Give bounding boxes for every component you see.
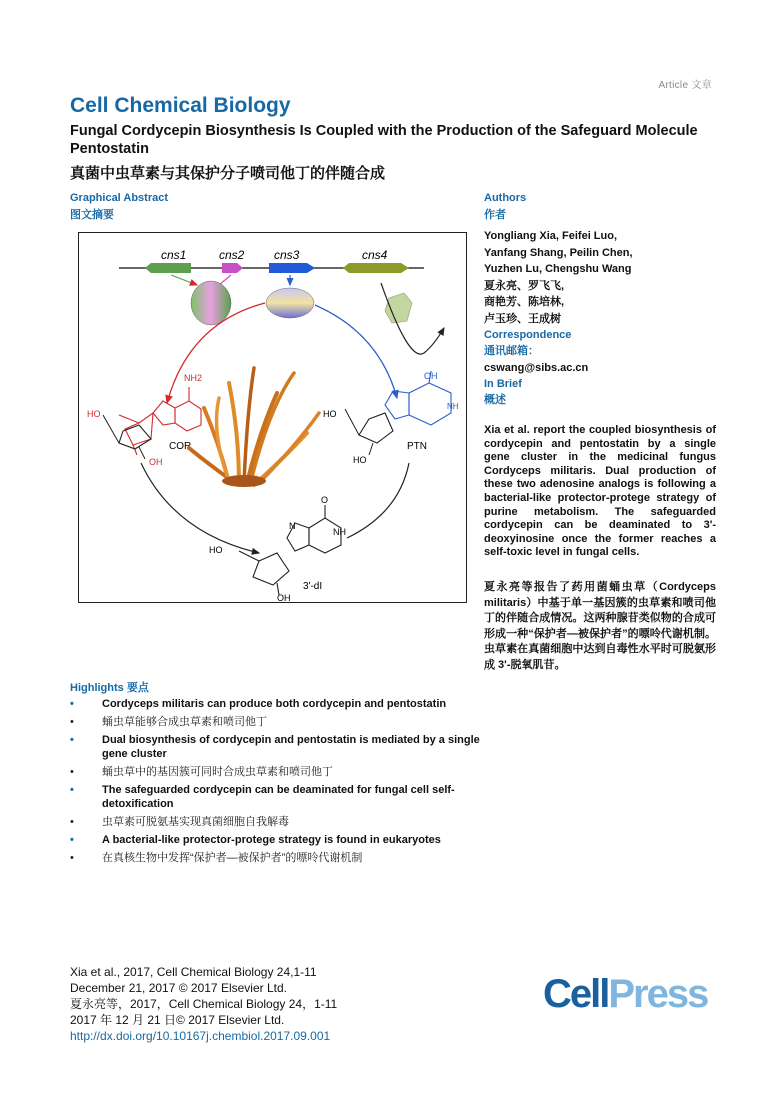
gene-label-cns1: cns1 — [161, 248, 187, 262]
graphical-abstract-label-cn: 图文摘要 — [70, 209, 114, 221]
bullet-icon: • — [70, 734, 74, 746]
graphical-abstract-figure — [78, 232, 467, 603]
author-list — [484, 228, 716, 409]
correspondence-email[interactable]: cswang@sibs.ac.cn — [484, 361, 589, 374]
author-line: 夏永亮、罗飞飞, — [484, 279, 565, 292]
article-title-cn: 真菌中虫草素与其保护分子喷司他丁的伴随合成 — [70, 165, 386, 182]
di-nh-label: NH — [333, 527, 346, 537]
compound-label-3di: 3'-dI — [303, 581, 323, 592]
bullet-icon: • — [70, 852, 74, 864]
doi-link[interactable]: http://dx.doi.org/10.10167j.chembiol.2017.09.001 — [70, 1029, 331, 1043]
citation-footer — [70, 964, 337, 1044]
authors-heading — [484, 190, 526, 222]
author-line: Yanfang Shang, Peilin Chen, — [484, 246, 633, 259]
article-title: Fungal Cordycepin Biosynthesis Is Coupled with the Production of the Safeguard Molecule Pentostatin — [70, 123, 698, 157]
di-ho-label: HO — [209, 545, 223, 555]
in-brief-text: Xia et al. report the coupled biosynthesis of cordycepin and pentostatin by a single gene cluster in the medicinal fungus Cordyceps militaris. Dual production of these two adenosine analogs is following a bacterial-like protector-protege strategy of purine metabolism. The safeguarded cordycepin can be deaminated to 3'-deoxyinosine once the former reaches a self-toxic level in fungal cells. — [484, 424, 716, 559]
compound-label-cor: COR — [169, 441, 192, 452]
correspondence-label: Correspondence — [484, 329, 572, 341]
bullet-icon: • — [70, 834, 74, 846]
citation-line: December 21, 2017 © 2017 Elsevier Ltd. — [70, 981, 287, 995]
ptn-ho-label: HO — [323, 409, 337, 419]
cor-oh-label: OH — [149, 457, 163, 467]
author-line: 商艳芳、陈培林, — [484, 296, 565, 308]
highlight-item: • The safeguarded cordycepin can be deaminated for fungal cell self-detoxification — [70, 784, 455, 810]
in-brief-text-cn: 夏永亮等报告了药用菌蛹虫草（Cordyceps militaris）中基于单一基因簇的虫草素和喷司他丁的伴随合成情况。这两种腺苷类似物的合成可形成一种“保护者—被保护者”的嘌呤代谢机制。虫草素在真菌细胞中达到自毒性水平时可脱氨形成 3'-脱氧肌苷。 — [484, 581, 716, 671]
graphical-abstract-heading — [70, 190, 168, 222]
compound-label-ptn: PTN — [407, 441, 427, 452]
highlight-item: • Cordyceps militaris can produce both cordycepin and pentostatin — [70, 698, 447, 710]
graphical-abstract-diagram — [79, 233, 466, 602]
di-oh-label: OH — [277, 593, 291, 602]
cns2-gene — [222, 263, 243, 273]
in-brief-label: In Brief — [484, 378, 522, 390]
cns1-gene — [145, 263, 191, 273]
highlight-item: • 蛹虫草能够合成虫草素和喷司他丁 — [70, 716, 267, 728]
di-n-label: N — [289, 521, 296, 531]
bullet-icon: • — [70, 698, 74, 710]
cordyceps-fungus-image — [189, 368, 319, 487]
in-brief-label-cn: 概述 — [484, 394, 506, 406]
citation-line: 夏永亮等，2017，Cell Chemical Biology 24，1-11 — [70, 997, 338, 1011]
cns4-transporter — [385, 293, 412, 323]
correspondence-label-cn: 通讯邮箱： — [484, 345, 539, 357]
highlights-list — [70, 697, 482, 869]
highlight-item: • 蛹虫草中的基因簇可同时合成虫草素和喷司他丁 — [70, 766, 333, 778]
cns3-gene — [269, 263, 315, 273]
highlight-item: • A bacterial-like protector-protege strategy is found in eukaryotes — [70, 834, 441, 846]
highlight-item: • 在真核生物中发挥“保护者—被保护者”的嘌呤代谢机制 — [70, 852, 363, 864]
highlight-item: • Dual biosynthesis of cordycepin and pentostatin is mediated by a single gene cluster — [70, 734, 480, 760]
gene-label-cns3: cns3 — [274, 248, 300, 262]
gene-label-cns4: cns4 — [362, 248, 388, 262]
bullet-icon: • — [70, 816, 74, 828]
ptn-nh-label: NH — [447, 402, 459, 411]
bullet-icon: • — [70, 766, 74, 778]
highlight-item: • 虫草素可脱氨基实现真菌细胞自我解毒 — [70, 816, 289, 828]
graphical-abstract-label: Graphical Abstract — [70, 192, 169, 204]
author-line: 卢玉珍、王成树 — [484, 312, 561, 325]
cellpress-logo[interactable]: CellPress — [543, 972, 708, 1016]
pentostatin-structure — [385, 371, 451, 425]
bullet-icon: • — [70, 784, 74, 796]
author-line: Yuzhen Lu, Chengshu Wang — [484, 263, 632, 275]
author-line: Yongliang Xia, Feifei Luo, — [484, 230, 618, 242]
cns3-enzyme — [266, 288, 314, 318]
citation-line: 2017 年 12 月 21 日© 2017 Elsevier Ltd. — [70, 1013, 285, 1027]
highlights-heading: Highlights 要点 — [70, 682, 149, 694]
bullet-icon: • — [70, 716, 74, 728]
authors-label-cn: 作者 — [484, 209, 506, 221]
ptn-oh-label: OH — [424, 371, 438, 381]
nh2-label: NH2 — [184, 373, 203, 383]
authors-label: Authors — [484, 192, 527, 204]
ptn-hoc-label: HO — [353, 455, 367, 465]
cor-ho-label: HO — [87, 409, 101, 419]
journal-name[interactable]: Cell Chemical Biology — [70, 94, 291, 117]
cns4-gene — [343, 263, 409, 273]
di-o-label: O — [321, 495, 329, 505]
citation-line: Xia et al., 2017, Cell Chemical Biology 24,1-11 — [70, 965, 317, 979]
gene-label-cns2: cns2 — [219, 248, 245, 262]
deoxyinosine-structure — [239, 505, 341, 595]
cns1-cns2-enzyme — [191, 281, 231, 325]
article-type-tag: Article 文章 — [658, 80, 712, 91]
